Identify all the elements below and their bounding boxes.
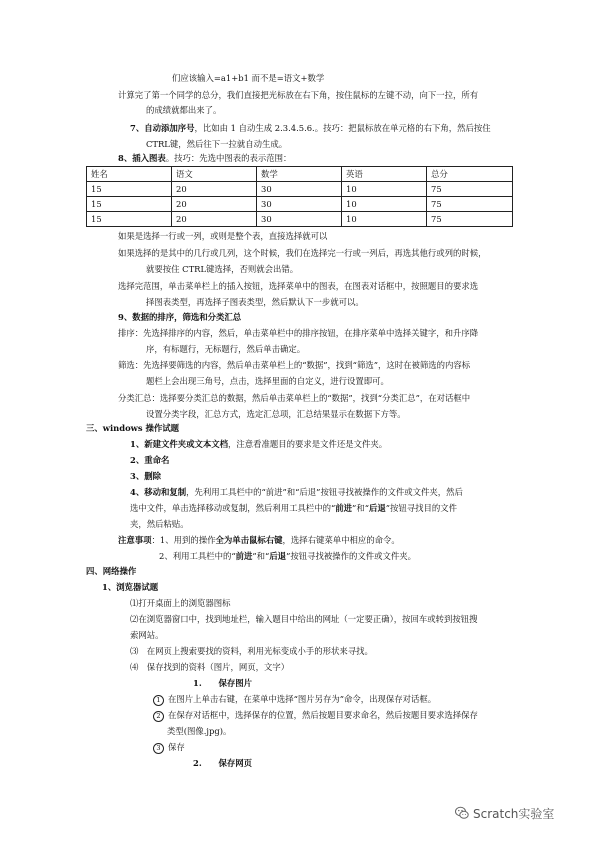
text-line: 分类汇总：选择要分类汇总的数据，然后单击菜单栏上的“数据”，找到“分类汇总”，在对话框中 [118, 393, 471, 403]
table-cell: 15 [87, 182, 172, 197]
section-8 [118, 152, 291, 164]
table-row [87, 182, 513, 197]
wechat-icon [455, 806, 469, 820]
table-cell: 75 [427, 197, 513, 212]
text-span: ”和“ [352, 503, 369, 513]
table-cell: 10 [342, 212, 427, 227]
text-span: 选中文件，单击选择移动或复制，然后利用工具栏中的“ [130, 503, 336, 513]
table-cell: 15 [87, 197, 172, 212]
note-2 [159, 550, 416, 562]
table-cell: 30 [257, 212, 342, 227]
text-line: 序，有标题行，无标题行，然后单击确定。 [146, 344, 306, 354]
windows-item-2: 2、重命名 [130, 455, 170, 465]
note-1 [118, 534, 400, 546]
save-page-title: 2. 保存网页 [193, 758, 252, 768]
windows-item-4-title: 4、移动和复制 [130, 487, 187, 497]
text-span: ，选择右键菜单中相应的命令。 [282, 535, 400, 545]
text-line: 筛选：先选择要筛选的内容，然后单击菜单栏上的“数据”，找到“筛选”，这时在被筛选的内容标 [118, 360, 471, 370]
bold-span: 前进 [235, 551, 253, 561]
section-9-title: 9、数据的排序，筛选和分类汇总 [118, 312, 242, 322]
text-line: CTRL键，然后往下一拉就自动生成。 [146, 139, 288, 149]
text-span: ”按钮寻找被操作的文件或文件夹。 [286, 551, 416, 561]
section-8-text: 。技巧：先选中图表的表示范围： [165, 153, 292, 163]
windows-item-3: 3、删除 [130, 471, 161, 481]
text-span: 在图片上单击右键，在菜单中选择“图片另存为”命令，出现保存对话框。 [168, 694, 437, 704]
table-cell: 20 [172, 197, 257, 212]
text-line: 题栏上会出现三角号，点击，选择里面的自定义，进行设置即可。 [146, 376, 389, 386]
table-header-cell: 数学 [257, 167, 342, 182]
text-line: ⑷ 保存找到的资料（图片，网页，文字） [130, 662, 290, 672]
text-line: 选择完范围，单击菜单栏上的插入按钮，选择菜单中的图表，在图表对话框中，按照题目的要求选 [118, 281, 479, 291]
step-2 [153, 709, 478, 722]
text-line: 们应该输入=a1+b1 而不是=语文+数学 [172, 73, 325, 83]
table-cell: 75 [427, 182, 513, 197]
heading-windows: 三、windows 操作试题 [86, 423, 180, 433]
text-line: 夹，然后粘贴。 [130, 519, 189, 529]
save-image-title: 1. 保存图片 [193, 678, 252, 688]
windows-item-1-title: 1、新建文件夹或文本文档 [130, 439, 228, 449]
text-span: ”按钮寻找目的文件 [385, 503, 458, 513]
step-1 [153, 693, 436, 706]
windows-item-1-text: ，注意看准题目的要求是文件还是文件夹。 [227, 439, 388, 449]
table-header-row [87, 167, 513, 182]
table-cell: 10 [342, 182, 427, 197]
note-title: 注意事项 [118, 535, 152, 545]
table-header-cell: 语文 [172, 167, 257, 182]
windows-item-4-text: ，先利用工具栏中的“前进”和“后退”按钮寻找被操作的文件或文件夹，然后 [186, 487, 463, 497]
circled-number: 2 [153, 711, 164, 722]
table-cell: 75 [427, 212, 513, 227]
text-line: 类型(图像.jpg)。 [167, 726, 232, 736]
score-table [86, 166, 513, 227]
table-header-cell: 姓名 [87, 167, 172, 182]
table-row [87, 197, 513, 212]
watermark-text: Scratch实验室 [473, 807, 555, 821]
section-7 [130, 122, 491, 134]
section-7-text: ，比如由 1 自动生成 2.3.4.5.6.。技巧：把鼠标放在单元格的右下角，然后按住 [194, 123, 491, 133]
table-row [87, 212, 513, 227]
text-line: 索网站。 [130, 630, 164, 640]
table-cell: 10 [342, 197, 427, 212]
section-8-title: 8、插入图表 [118, 153, 166, 163]
text-line: 就要按住 CTRL键选择，否则就会出错。 [146, 264, 299, 274]
text-line: 如果选择的是其中的几行或几列，这个时候，我们在选择完一行或一列后，再选其他行或列的时候， [118, 248, 487, 258]
text-span: 2、利用工具栏中的“ [159, 551, 236, 561]
table-cell: 15 [87, 212, 172, 227]
circled-number: 1 [153, 695, 164, 706]
text-line: 如果是选择一行或一列，或则是整个表，直接选择就可以 [118, 231, 328, 241]
text-line: 设置分类字段，汇总方式，选定汇总项，汇总结果显示在数据下方等。 [146, 409, 406, 419]
heading-network: 四、网络操作 [86, 566, 137, 576]
bold-span: 前进 [335, 503, 353, 513]
text-line: 的成绩就都出来了。 [146, 105, 222, 115]
bold-span: 全为单击鼠标右键 [215, 535, 283, 545]
text-span: ：1、用到的操作 [151, 535, 216, 545]
table-cell: 20 [172, 182, 257, 197]
bold-span: 后退 [269, 551, 287, 561]
watermark [455, 805, 554, 821]
table-cell: 30 [257, 197, 342, 212]
text-line: ⑴打开桌面上的浏览器图标 [130, 598, 231, 608]
table-header-cell: 总分 [427, 167, 513, 182]
text-line: 计算完了第一个同学的总分，我们直接把光标放在右下角，按住鼠标的左键不动，向下一拉，所有 [118, 90, 479, 100]
table-cell: 20 [172, 212, 257, 227]
text-line: ⑶ 在网页上搜索要找的资料，利用光标变成小手的形状来寻找。 [130, 646, 373, 656]
windows-item-1 [130, 438, 387, 450]
table-header-cell: 英语 [342, 167, 427, 182]
text-line: 择图表类型，再选择子图表类型，然后默认下一步就可以。 [146, 297, 364, 307]
text-line: ⑵在浏览器窗口中，找到地址栏，输入题目中给出的网址（一定要正确），按回车或转到按钮搜 [130, 614, 478, 624]
text-line [130, 502, 457, 514]
table-cell: 30 [257, 182, 342, 197]
bold-span: 后退 [368, 503, 386, 513]
section-7-title: 7、自动添加序号 [130, 123, 195, 133]
windows-item-4 [130, 486, 463, 498]
text-span: 在保存对话框中，选择保存的位置，然后按题目要求命名，然后按题目要求选择保存 [168, 710, 478, 720]
text-span: ”和“ [252, 551, 270, 561]
step-3 [153, 741, 185, 754]
circled-number: 3 [153, 743, 164, 754]
network-item-1: 1、浏览器试题 [102, 582, 159, 592]
text-line: 排序：先选择排序的内容，然后，单击菜单栏中的排序按钮，在排序菜单中选择关键字，和升序降 [118, 328, 479, 338]
text-span: 保存 [168, 742, 185, 752]
